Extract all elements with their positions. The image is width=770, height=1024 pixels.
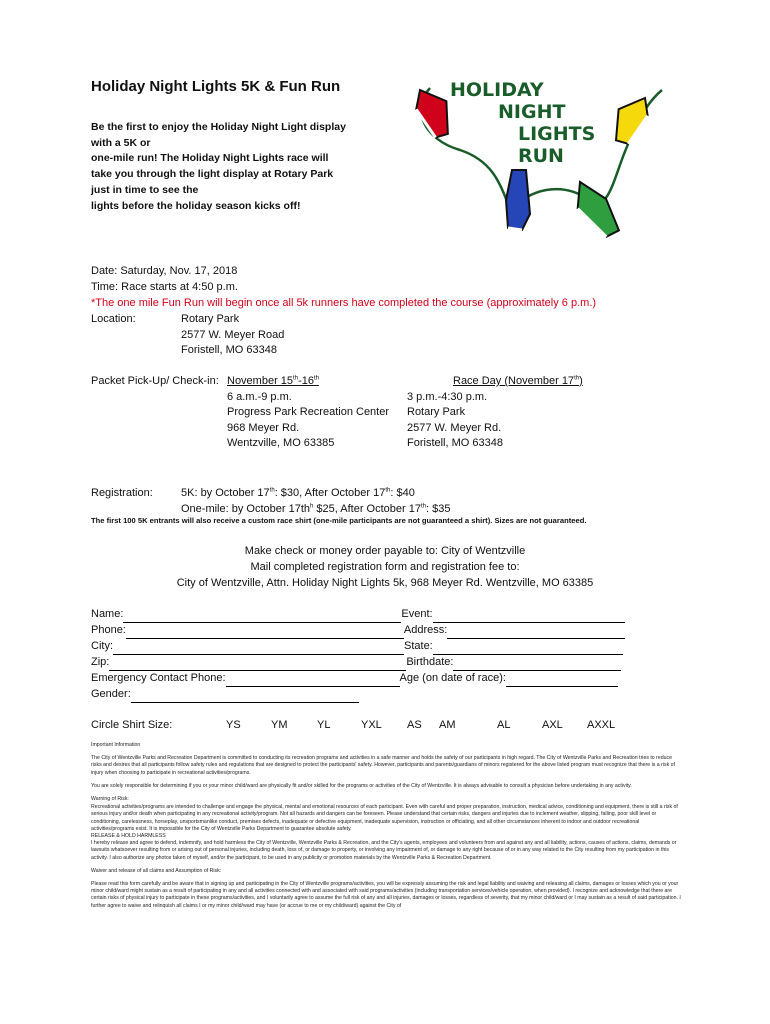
birthdate-label: Birthdate: [406,656,454,668]
age-field[interactable] [506,674,618,687]
location-label: Location: [91,313,136,325]
intro-line: lights before the holiday season kicks off! [91,199,301,212]
size-as[interactable]: AS [407,719,422,731]
fine-paragraph: Recreational activities/programs are intended to challenge and engage the physical, mental and emotional resources of each participant. Even with careful and proper preparation, instruction, medical advice, conditioning and equipment, there is still a risk of serious injury and/or death when participating in any recreational activity/program. Not all hazards and dangers can be foreseen. Please understand that certain risks, dangers and injuries due to inclement weather, slipping, falling, poor skill level or conditioning, carelessness, horseplay, unsportsmanlike conduct, premises defects, inadequate or defective equipment, inadequate supervision, instruction or officiating, and all other circumstances inherent to indoor and outdoor recreational activities/programs exist. It is impossible for the City of Wentzville Parks Department to guarantee absolute safety. [91,804,678,832]
packet-left-line: Wentzville, MO 63385 [227,437,335,449]
packet-left-heading: November 15th-16th [227,375,319,387]
intro-line: take you through the light display at Rotary Park [91,168,334,181]
intro-line: with a 5K or [91,136,151,149]
location-line: 2577 W. Meyer Road [181,328,285,341]
intro-text [91,120,391,214]
packet-right-line: 3 p.m.-4:30 p.m. [407,390,488,403]
packet-left-line: 968 Meyer Rd. [227,421,300,434]
release-heading: RELEASE & HOLD HARMLESS [91,833,166,840]
city-label: City: [91,640,113,652]
payment-line: Make check or money order payable to: City of Wentzville [244,545,526,557]
page-title: Holiday Night Lights 5K & Fun Run [91,78,341,95]
green-shoe-icon [566,182,629,240]
important-info-heading: Important Information [91,742,141,748]
name-label: Name: [91,608,124,620]
shirt-size-label: Circle Shirt Size: [91,719,173,731]
packet-label: Packet Pick-Up/ Check-in: [91,375,219,387]
registration-5k: 5K: by October 17th: $30, After October 17th: $40 [181,487,415,499]
gender-label: Gender: [91,688,131,700]
logo-line-3: LIGHTS [518,123,596,145]
state-label: State: [404,640,433,652]
payment-line: City of Wentzville, Attn. Holiday Night Lights 5k, 968 Meyer Rd. Wentzville, MO 63385 [176,577,594,589]
logo-line-2: NIGHT [498,101,566,123]
shirt-note: The first 100 5K entrants will also receive a custom race shirt (one-mile participants are not guaranteed a shirt). Sizes are not guaranteed. [91,516,587,525]
city-field[interactable] [113,642,404,655]
packet-left-column [227,374,389,452]
packet-right-column [407,374,583,452]
size-yxl[interactable]: YXL [361,719,382,731]
event-field[interactable] [433,610,625,623]
event-time: Time: Race starts at 4:50 p.m. [91,281,238,293]
fine-paragraph: Please read this form carefully and be aware that in signing up and participating in the City of Wentzville programs/activities, you will be expressly assuming the risk and legal liability and waiving and releasing all claims, damages or losses which you or your minor child/ward might sustain as a result of participating in any and all activities connected with and associated with said programs/activities (including transportation services/vehicle operation, when provided). I recognize and acknowledge that there are certain risks of physical injury to participate in these programs/activities, and I voluntarily agree to assume the full risk of any and all injuries, damages or losses, regardless of severity, that my minor child/ward or I may sustain as a result of said participation. I further agree to waive and relinquish all claims I or my minor child/ward may have (or accrue to me or my child/ward) against the City of [91,881,681,909]
holiday-night-lights-run-logo [400,70,680,260]
registration-one-mile: One-mile: by October $17th^h$ $25, After October 17th: $35 [181,503,451,515]
name-field[interactable] [123,610,401,623]
packet-left-line: 6 a.m.-9 p.m. [227,390,292,403]
size-ys[interactable]: YS [226,719,241,731]
emergency-field[interactable] [226,674,400,687]
address-label: Address: [403,624,448,636]
age-label: Age (on date of race): [399,672,506,684]
fine-paragraph: The City of Wentzville Parks and Recreation Department is committed to conducting its recreation programs and activities in a safe manner and holds the safety of our participants in high regard. The City of Wentzville Parks and Recreation tries to reduce risks and desires that all participants follow safety rules and regulations that are designed to protect the participants' safety. However, participants and parents/guardians of minors registered for the above listed program must recognize that there is a risk of injury when choosing to participate in recreational activities/programs. [91,755,675,776]
packet-right-heading: Race Day (November 17th) [453,375,583,387]
phone-label: Phone: [91,624,126,636]
fine-print [91,742,681,910]
intro-line: Be the first to enjoy the Holiday Night Light display [91,121,346,133]
fun-run-note: *The one mile Fun Run will begin once all 5k runners have completed the course (approximately 6 p.m.) [91,297,597,309]
phone-field[interactable] [126,626,404,639]
state-field[interactable] [433,642,623,655]
packet-left-line: Progress Park Recreation Center [227,406,390,418]
location-line: Foristell, MO 63348 [181,344,277,356]
address-field[interactable] [447,626,625,639]
packet-right-line: Rotary Park [407,406,466,418]
packet-right-line: 2577 W. Meyer Rd. [407,421,502,434]
warning-heading: Warning of Risk: [91,796,129,803]
payment-line: Mail completed registration form and registration fee to: [250,561,520,573]
size-al[interactable]: AL [497,719,511,731]
location-address [181,312,284,359]
size-axl[interactable]: AXL [542,719,563,731]
event-date: Date: Saturday, Nov. 17, 2018 [91,265,238,277]
location-line: Rotary Park [181,313,240,325]
fine-paragraph: You are solely responsible for determining if you or your minor child/ward are physically fit and/or skilled for the programs or activities of the City of Wentzville. It is always advisable to consult a physician before undertaking in any activity. [91,782,632,789]
zip-field[interactable] [109,658,406,671]
intro-line: just in time to see the [91,183,199,196]
event-label: Event: [401,608,433,620]
size-yl[interactable]: YL [317,719,331,731]
packet-right-line: Foristell, MO 63348 [407,437,503,449]
registration-label: Registration: [91,487,153,499]
registration-form [91,607,636,703]
size-axxl[interactable]: AXXL [587,719,616,731]
size-ym[interactable]: YM [271,719,288,731]
birthdate-field[interactable] [453,658,621,671]
blue-shoe-icon [506,170,530,230]
logo-line-1: HOLIDAY [450,79,544,101]
gender-field[interactable] [131,690,359,703]
size-am[interactable]: AM [439,719,456,731]
fine-paragraph: I hereby release and agree to defend, indemnify, and hold harmless the City of Wentzville, Wentzville Parks & Recreation, and the City's agents, employees and volunteers from and against any and all liability, actions, causes of actions, claims, demands or lawsuits whatsoever resulting from or arising out of personal injuries, including death, loss of, or damage to property, or involving any impairment of, or damage to any right because of or in any way related to the City resulting from my participation in this activity. I also authorize any photos taken of myself, and/or the participant, to be used in any publicity or promotion materials by the Wentzville Parks & Recreation Department. [91,840,677,861]
emergency-label: Emergency Contact Phone: [91,672,226,684]
intro-line: one-mile run! The Holiday Night Lights race will [91,152,329,165]
waiver-heading: Waiver and release of all claims and Assumption of Risk: [91,867,222,874]
logo-line-4: RUN [518,145,564,167]
zip-label: Zip: [91,656,110,668]
